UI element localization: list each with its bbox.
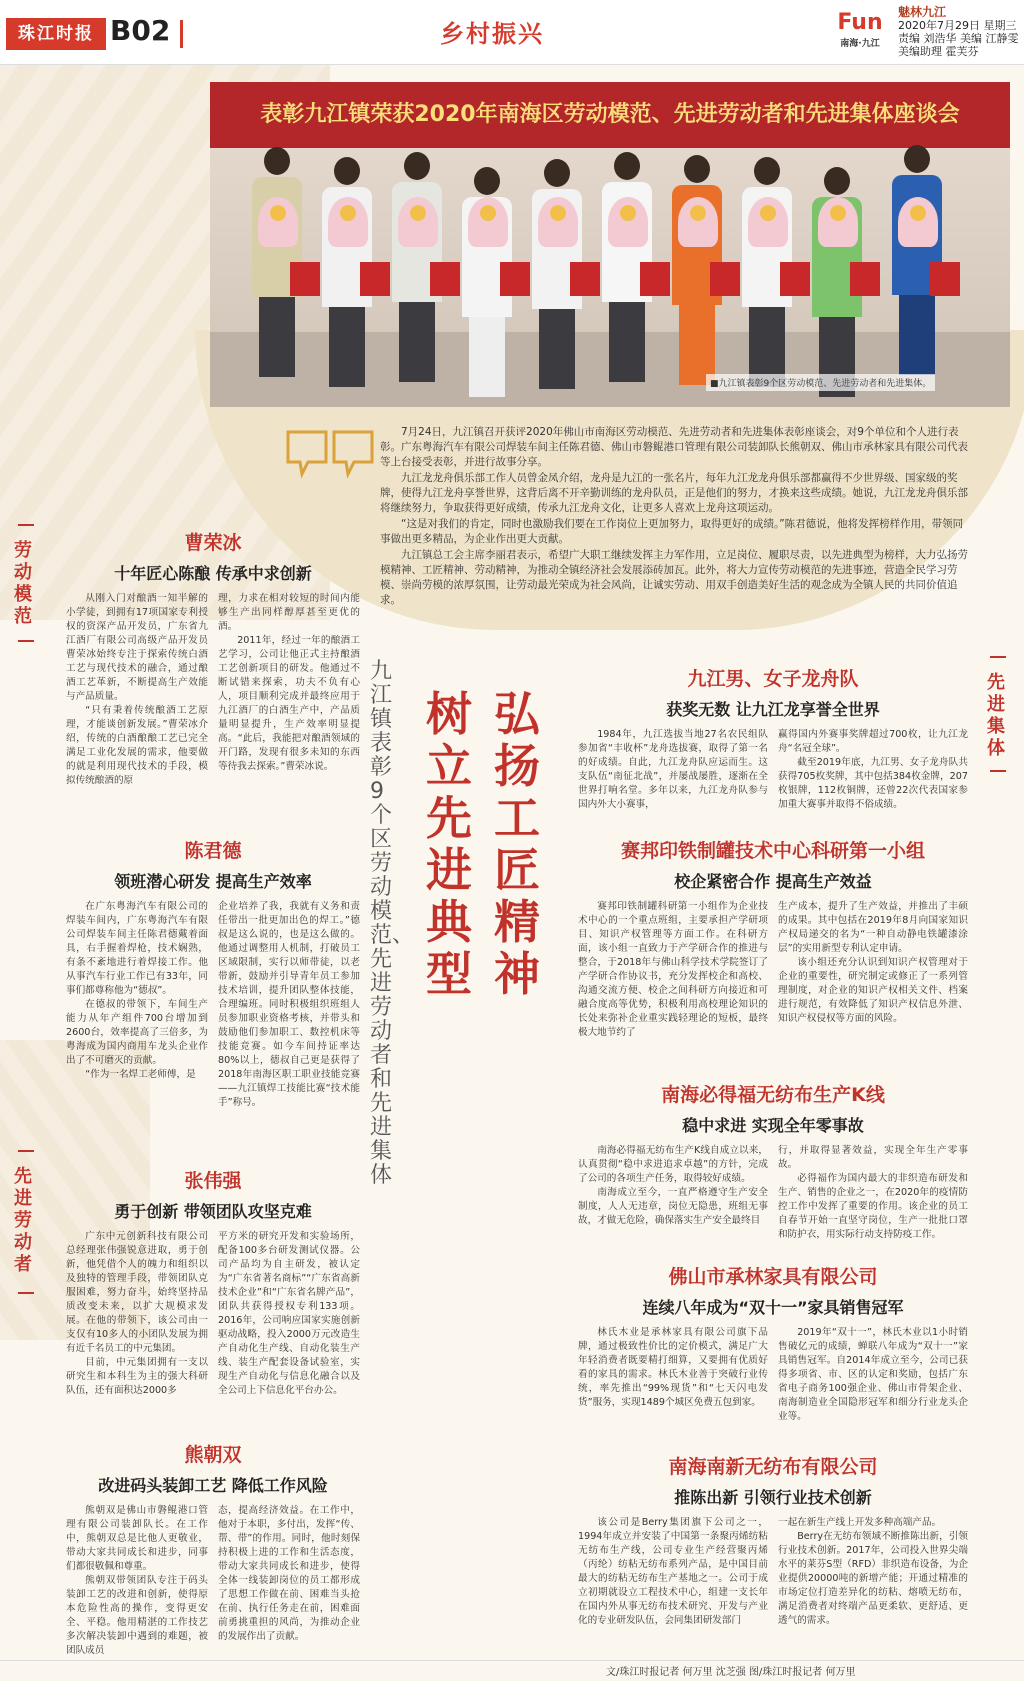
collective-body [578, 1326, 968, 1424]
profile-name: 陈君德 [184, 840, 242, 862]
collective-name: 南海南新无纺布有限公司 [668, 1456, 878, 1478]
bouquet [678, 197, 718, 247]
collective-title: 校企紧密合作 提高生产效益 [674, 872, 872, 891]
profile-paragraph: 态，提高经济效益。在工作中，他对于本职，多付出，发挥“传、帮、带”的作用。同时，他时刻保持积极上进的工作和生活态度，带动大家共同成长和进步，使得全体一线装卸岗位的员工都形成了思想工作做在前、困难当头抢在前、执行任务走在前，困难面前勇挑重担的风尚，为推动企业的发展作出了贡献。 [218, 1505, 360, 1642]
section-title: 乡村振兴 [440, 20, 544, 48]
bouquet [818, 197, 858, 247]
profile-paragraph: “作为一名焊工老师傅，是 [85, 1069, 196, 1080]
profile-paragraph: 熊朝双带领团队专注于码头装卸工艺的改进和创新，使得原本危险性高的操作，变得更安全、平稳。他用精湛的工作技艺多次解决装卸中遇到的难题，被团队成员 [66, 1575, 208, 1656]
certificate [360, 262, 390, 296]
collective-paragraph: 林氏木业是承林家具有限公司旗下品牌，通过极致性价比的定价模式，满足广大年轻消费者既要精打细算，又要拥有优质好看的家具的需求。林氏木业善于突破行业传统，率先推出“99%现货”和“七天闪电发货”服务，实现1489个城区免费五包到家。 [578, 1327, 768, 1408]
profile-body [66, 1230, 360, 1398]
collective-paragraph: 赛邦印铁制罐科研第一小组作为企业技术中心的一个重点班组，主要承担产学研项目、知识产权管理等方面工作。在科研方面，该小组一直致力于产学研合作的推进与整合，于2018年与佛山科学技术学院签订了产学研合作协议书，充分发挥校企和高校、沟通交流方便、校企之间科研方向接近和可融合度高等优势，积极利用高校理论知识的长处来弥补企业重实践轻理论的短板，最终极大地节约了 [578, 901, 768, 1038]
byline: 文/珠江时报记者 何万里 沈芝强 图/珠江时报记者 何万里 [606, 1667, 856, 1678]
bouquet [538, 197, 578, 247]
collective-title: 推陈出新 引领行业技术创新 [674, 1488, 872, 1507]
certificate [500, 262, 530, 296]
collective-name: 佛山市承林家具有限公司 [668, 1266, 878, 1288]
headline-line-1: 弘扬工匠精神 [494, 687, 540, 1001]
profile-title: 十年匠心陈酿 传承中求创新 [114, 564, 312, 583]
profile-title: 领班潜心研发 提高生产效率 [114, 872, 312, 891]
profile-paragraph: 在广东粤海汽车有限公司的焊装车间内，广东粤海汽车有限公司焊装车间主任陈君德戴着面具，右手握着焊枪，技术娴熟，有条不紊地进行着焊接工作。他从事汽车行业工作已有33年，同事们都尊称他为“德叔”。 [66, 901, 208, 996]
bouquet [748, 197, 788, 247]
bouquet [328, 197, 368, 247]
speech-bubble-icon [286, 430, 376, 480]
intro-paragraph: 九江龙龙舟俱乐部工作人员曾金凤介绍，龙舟是九江的一张名片，每年九江龙龙舟俱乐部都赢得不少世界级、国家级的奖牌，使得九江龙舟享誉世界，这背后离不开辛勤训练的龙舟队员，正是他们的努力，才换来这些成绩。她说，九江龙龙舟俱乐部将继续努力，争取获得更好成绩，传承九江龙舟文化，让更多人喜欢上龙舟这项运动。 [380, 472, 968, 514]
bouquet [468, 197, 508, 247]
collective-block [578, 1080, 968, 1242]
collective-paragraph: 生产成本，提升了生产效益，并推出了丰硕的成果。其中包括在2019年8月向国家知识产权局递交的名为“一种自动静电铁罐漆涂层”的实用新型专利认定申请。 [778, 901, 968, 954]
profile-paragraph: 2011年，经过一年的酿酒工艺学习，公司让他正式主持酿酒工艺创新项目的研发。他通过不断试错来探索，功夫不负有心人，项目顺利完成并最终应用于九江酒厂的白酒生产中，产品质量明显提升，生产效率明显提高。“此后，我能把对酿酒领域的开门路，发现有很多未知的东西等待我去探索。”曹荣冰说。 [218, 635, 360, 772]
collective-paragraph: 南海成立至今，一直严格遵守生产安全制度，人人无违章，岗位无隐患，班组无事故，才做无危险，确保落实生产安全最终目 [578, 1187, 768, 1226]
collective-paragraph: 赢得国内外赛事奖牌超过700枚，让九江龙舟“名冠全球”。 [778, 729, 968, 754]
label-bar [18, 640, 34, 642]
collective-name: 赛邦印铁制罐技术中心科研第一小组 [620, 840, 925, 862]
label-bar [990, 770, 1006, 772]
intro-paragraph: “这是对我们的肯定，同时也激励我们要在工作岗位上更加努力，取得更好的成绩。”陈君德说，他将发挥榜样作用，带领同事做出更多精品，为企业作出更大贡献。 [380, 518, 964, 545]
certificate [850, 262, 880, 296]
bouquet [398, 197, 438, 247]
collective-title: 连续八年成为“双十一”家具销售冠军 [642, 1298, 904, 1317]
profile-paragraph: 理，力求在相对较短的时间内能够生产出同样醇厚甚至更优的酒。 [218, 593, 360, 632]
photo-banner: 表彰九江镇荣获2020年南海区劳动模范、先进劳动者和先进集体座谈会 [210, 82, 1010, 148]
collective-body [578, 1516, 968, 1628]
label-bar [18, 1292, 34, 1294]
profile-paragraph: 在德叔的带领下，车间生产能力从年产组件700台增加到2600台，效率提高了三倍多，为粤海成为国内商用车龙头企业作出了不可磨灭的贡献。 [66, 999, 208, 1066]
label-bar [990, 656, 1006, 658]
collective-paragraph: 2019年“双十一”，林氏木业以1小时销售破亿元的成绩，蝉联八年成为“双十一”家具销售冠军。自2014年成立至今，公司已获得多项省、市、区的认定和奖励，包括广东省电子商务100强企业、佛山市骨架企业、南海制造业全国隐形冠军和细分行业龙头企业等。 [778, 1327, 968, 1422]
category-label-worker: 先进劳动者 [14, 1166, 32, 1275]
collective-paragraph: 1984年，九江选拔当地27名农民组队参加省“丰收杯”龙舟选拔赛，取得了第一名的好成绩。自此，九江龙舟队应运而生。这支队伍“南征北战”，并屡战屡胜，逐渐在全世界打响名堂。多年以来，九江龙舟队参与国内外大小赛事， [578, 729, 768, 810]
collective-block [578, 1262, 968, 1424]
brand-logo-text: Fun [837, 10, 883, 35]
brand-logo [830, 10, 890, 54]
profile-body [66, 1504, 360, 1658]
profile-paragraph: 熊朝双是佛山市磐鲲港口管理有限公司装卸队长。在工作中，熊朝双总是比他人更敬业，带动大家共同成长和进步，同事们都很敬佩和尊重。 [66, 1505, 208, 1572]
profile-paragraph: 广东中元创新科技有限公司总经理张伟强锐意进取，勇于创新，他凭借个人的魄力和组织以及独特的管理手段，带领团队克服困难，努力奋斗，始终坚持品质改变未来，以扩大规模求发展。在他的带领下，该公司由一支仅有10多人的小团队发展为拥有近千名员工的中元集团。 [66, 1231, 208, 1354]
certificate [780, 262, 810, 296]
profile-body [66, 900, 360, 1110]
profile-paragraph: 平方米的研究开发和实验场所，配备100多台研发测试仪器。公司产品均为自主研发，被认定为“广东省著名商标”“广东省高新技术企业”和“广东省名牌产品”，团队共获得授权专利133项。2016年，公司响应国家实施创新驱动战略，投入2000万元改造生产自动化生产线、自动化装生产线、装生产配套设备试验室，实现生产自动化与信息化融合以及全公司上下信息化平台办公。 [218, 1231, 360, 1396]
profile-block [66, 836, 360, 1110]
collective-paragraph: Berry在无纺布领域不断推陈出新，引领行业技术创新。2017年，公司投入世界尖端水平的莱芬S型（RFD）非织造布设备，为企业提供20000吨的新增产能；开通过精准的市场定位打造差异化的纺粘、熔喷无纺布，满足消费者对终端产品更柔软、更舒适、更透气的需求。 [778, 1531, 968, 1626]
bouquet [898, 197, 938, 247]
collective-block [578, 836, 968, 1040]
brand-script: 魅林九江 [898, 5, 947, 19]
profile-name: 熊朝双 [184, 1444, 242, 1466]
category-label-collective: 先进集体 [987, 672, 1005, 759]
collective-paragraph: 该公司是Berry集团旗下公司之一，1994年成立并安装了中国第一条聚丙烯纺粘无纺布生产线，公司专业生产经营聚丙烯（丙纶）纺粘无纺布系列产品，是中国目前最大的纺粘无纺布生产基地之一。公司于成立初期就设立工程技术中心，组建一支长年在国内外从事无纺布技术研究、开发与产业化的专业研发队伍，会同集团研发部门 [578, 1517, 768, 1626]
intro-paragraph: 7月24日，九江镇召开获评2020年佛山市南海区劳动模范、先进劳动者和先进集体表彰座谈会，对9个单位和个人进行表彰。广东粤海汽车有限公司焊装车间主任陈君德、佛山市磐鲲港口管理有限公司装卸队长熊朝双、佛山市承林家具有限公司代表等上台接受表彰，并进行故事分享。 [380, 426, 968, 468]
collective-paragraph: 截至2019年底，九江男、女子龙舟队共获得705枚奖牌，其中包括384枚金牌，207枚银牌，112枚铜牌，还曾22次代表国家参加重大赛事并取得不俗成绩。 [778, 757, 968, 810]
certificate [290, 262, 320, 296]
profile-title: 改进码头装卸工艺 降低工作风险 [98, 1476, 328, 1495]
collective-paragraph: 必得福作为国内最大的非织造布研发和生产、销售的企业之一，在2020年的疫情防控工作中发挥了重要的作用。该企业的员工自春节开始一直坚守岗位，生产一批批口罩和防护衣，用实际行动支持防疫工作。 [778, 1173, 968, 1240]
collective-block [578, 664, 968, 812]
profile-name: 张伟强 [184, 1170, 242, 1192]
profile-name: 曹荣冰 [184, 532, 242, 554]
brand-logo-sub: 南海·九江 [840, 39, 880, 49]
profile-block [66, 528, 360, 788]
profile-paragraph: 目前，中元集团拥有一支以研究生和本科生为主的强大科研队伍，还有面积达2000多 [66, 1357, 208, 1396]
bouquet [258, 197, 298, 247]
header-divider [180, 20, 183, 48]
editor-line: 美编助理 霍芙芬 [898, 45, 979, 58]
category-label-model: 劳动模范 [14, 540, 32, 627]
event-photo [210, 82, 1010, 407]
collective-body [578, 1144, 968, 1242]
newspaper-logo: 珠江时报 [6, 18, 106, 50]
headline-subtitle: 九江镇表彰9个区劳动模范、先进劳动者和先进集体 [370, 659, 415, 1188]
collective-paragraph: 南海必得福无纺布生产K线自成立以来，认真贯彻“稳中求进追求卓越”的方针，完成了公司的各项生产任务，取得较好成绩。 [578, 1145, 768, 1184]
profile-paragraph: 企业培养了我，我就有义务和责任带出一批更加出色的焊工。”德叔是这么说的，也是这么做的。他通过调整用人机制，打破员工区域限制，实行以师带徒，以老带新，鼓励并引导青年员工参加技术培训，提升团队整体技能，合理编班。同时积极组织班组人员参加职业资格考核，并带头和鼓励他们参加职工、数控机床等技能竞赛。如今车间持证率达80%以上，德叔自己更是获得了2018年南海区职工职业技能竞赛——九江镇焊工技能比赛“技术能手”称号。 [218, 901, 360, 1108]
certificate [930, 262, 960, 296]
profile-block [66, 1440, 360, 1658]
editor-line: 责编 刘浩华 美编 江静雯 [898, 32, 1019, 45]
certificate [710, 262, 740, 296]
collective-name: 九江男、女子龙舟队 [687, 668, 859, 690]
intro-article [380, 425, 970, 609]
footer-rule [0, 1660, 1024, 1661]
profile-block [66, 1166, 360, 1398]
headline-line-2: 树立先进典型 [426, 687, 472, 1001]
collective-body [578, 900, 968, 1040]
profile-paragraph: 从刚入门对酿酒一知半解的小学徒，到拥有17项国家专利授权的资深产品开发员，广东省九江酒厂有限公司高级产品开发员曹荣冰始终专注于探索传统白酒工艺与现代技术的融合，通过酿酒工艺革新，不断提高生产效能与产品质量。 [66, 593, 208, 702]
bouquet [608, 197, 648, 247]
collective-paragraph: 该小组还充分认识到知识产权管理对于企业的重要性，研究制定或修正了一系列管理制度，对企业的知识产权相关文件、档案进行规范，有效降低了知识产权信息外泄、知识产权侵权等方面的风险。 [778, 957, 968, 1024]
collective-name: 南海必得福无纺布生产K线 [661, 1084, 885, 1106]
certificate [640, 262, 670, 296]
collective-paragraph: 行，并取得显著效益，实现全年生产零事故。 [778, 1145, 968, 1170]
profile-paragraph: “只有秉着传统酿酒工艺原理，才能谈创新发展。”曹荣冰介绍，传统的白酒酿酿工艺已完全满足工业化发展的需求，他要做的就是利用现代技术的手段，模拟传统酿酒的原 [66, 705, 208, 786]
collective-block [578, 1452, 968, 1628]
profile-title: 勇于创新 带领团队攻坚克难 [114, 1202, 312, 1221]
label-bar [18, 524, 34, 526]
collective-title: 获奖无数 让九江龙享誉全世界 [666, 700, 880, 719]
profile-body [66, 592, 360, 788]
photo-caption: ■九江镇表彰9个区劳动模范、先进劳动者和先进集体。 [706, 374, 935, 391]
collective-title: 稳中求进 实现全年零事故 [682, 1116, 864, 1135]
certificate [570, 262, 600, 296]
page-header [0, 0, 1024, 65]
collective-paragraph: 一起在新生产线上开发多种高端产品。 [778, 1517, 942, 1528]
header-meta [898, 6, 1022, 58]
certificate [430, 262, 460, 296]
intro-paragraph: 九江镇总工会主席李丽君表示，希望广大职工继续发挥主力军作用，立足岗位、履职尽责，以先进典型为榜样，大力弘扬劳模精神、工匠精神、劳动精神，为推动全镇经济社会发展添砖加瓦。此外，将大力宣传劳动模范的先进事迹，营造全民学习劳模、崇尚劳模的浓厚氛围，让劳动最光荣成为社会风尚，让诚实劳动、用双手创造美好生活的观念成为全镇人民的共同价值追求。 [380, 549, 968, 606]
page-number: B02 [110, 14, 171, 47]
label-bar [18, 1150, 34, 1152]
collective-body [578, 728, 968, 812]
issue-date: 2020年7月29日 星期三 [898, 19, 1017, 32]
